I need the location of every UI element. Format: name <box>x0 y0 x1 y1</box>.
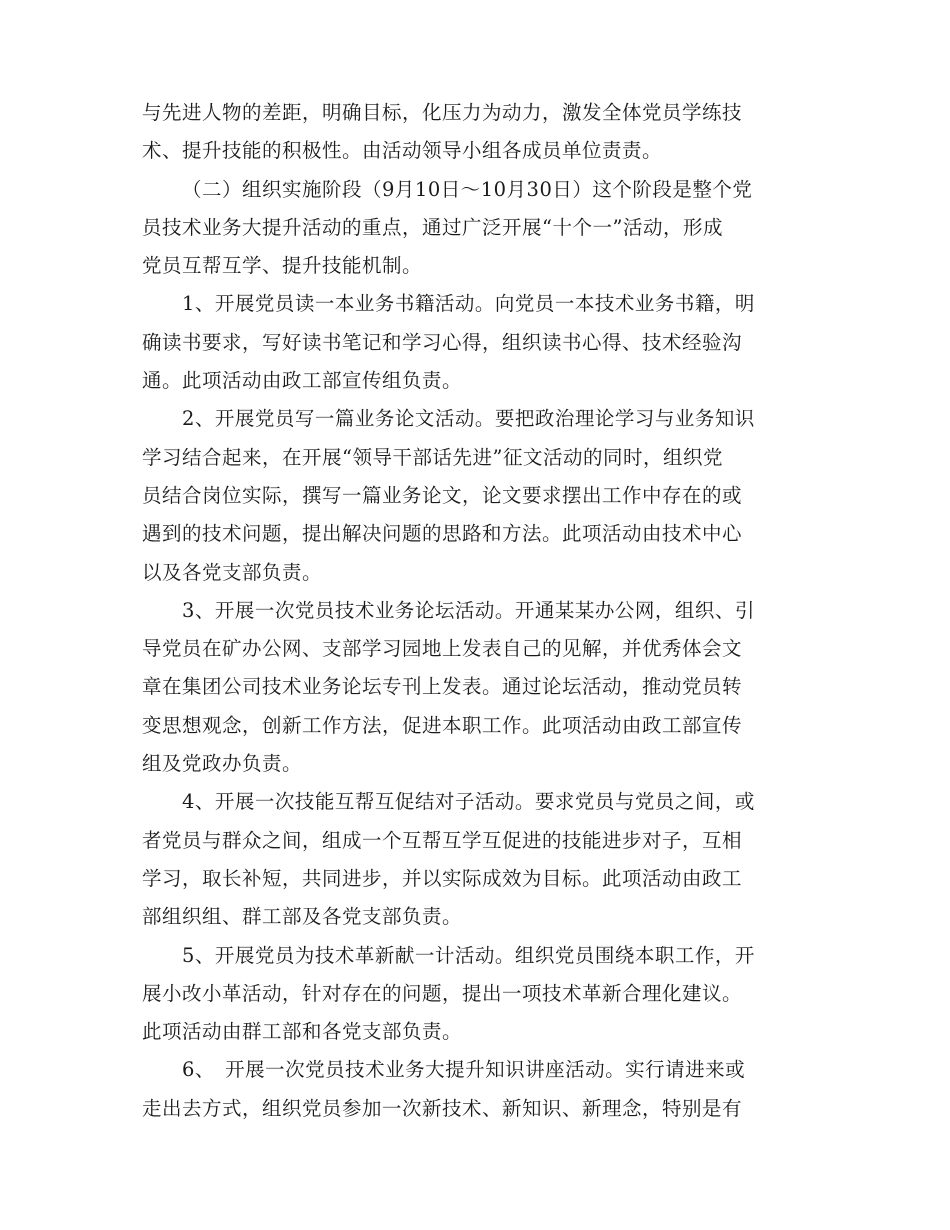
text-line: 通。此项活动由政工部宣传组负责。 <box>142 369 463 393</box>
text-line: 组及党政办负责。 <box>142 752 303 776</box>
document-body <box>142 94 810 1128</box>
text-line: 以及各党支部负责。 <box>142 560 323 584</box>
paragraph-first-line: 1、开展党员读一本业务书籍活动。向党员一本技术业务书籍，明 <box>182 292 755 316</box>
paragraph-first-line: 3、开展一次党员技术业务论坛活动。开通某某办公网，组织、引 <box>182 598 755 622</box>
text-line: 导党员在矿办公网、支部学习园地上发表自己的见解，并优秀体会文 <box>142 637 743 661</box>
text-line: 学习，取长补短，共同进步，并以实际成效为目标。此项活动由政工 <box>142 866 743 890</box>
text-line: 员结合岗位实际，撰写一篇业务论文，论文要求摆出工作中存在的或 <box>142 483 743 507</box>
text-line: 确读书要求，写好读书笔记和学习心得，组织读书心得、技术经验沟 <box>142 330 743 354</box>
text-line: 部组织组、群工部及各党支部负责。 <box>142 905 463 929</box>
paragraph-first-line: 6、 开展一次党员技术业务大提升知识讲座活动。实行请进来或 <box>182 1058 746 1082</box>
paragraph-first-line: 4、开展一次技能互帮互促结对子活动。要求党员与党员之间，或 <box>182 790 755 814</box>
paragraph-first-line: （二）组织实施阶段（9月10日～10月30日）这个阶段是整个党 <box>182 177 753 201</box>
text-line: 走出去方式，组织党员参加一次新技术、新知识、新理念，特别是有 <box>142 1096 743 1120</box>
text-line: 者党员与群众之间，组成一个互帮互学互促进的技能进步对子，互相 <box>142 828 743 852</box>
text-line: 员技术业务大提升活动的重点，通过广泛开展“十个一”活动，形成 <box>142 215 723 239</box>
text-line: 遇到的技术问题，提出解决问题的思路和方法。此项活动由技术中心 <box>142 522 743 546</box>
paragraph-first-line: 5、开展党员为技术革新献一计活动。组织党员围绕本职工作，开 <box>182 943 755 967</box>
text-line: 党员互帮互学、提升技能机制。 <box>142 254 423 278</box>
text-line: 此项活动由群工部和各党支部负责。 <box>142 1020 463 1044</box>
text-line: 与先进人物的差距，明确目标，化压力为动力，激发全体党员学练技 <box>142 101 743 124</box>
text-line: 学习结合起来，在开展“领导干部话先进”征文活动的同时，组织党 <box>142 445 723 469</box>
text-line: 章在集团公司技术业务论坛专刊上发表。通过论坛活动，推动党员转 <box>142 675 743 699</box>
text-line: 展小改小革活动，针对存在的问题，提出一项技术革新合理化建议。 <box>142 981 743 1005</box>
text-line: 变思想观念，创新工作方法，促进本职工作。此项活动由政工部宣传 <box>142 713 743 737</box>
paragraph-first-line: 2、开展党员写一篇业务论文活动。要把政治理论学习与业务知识 <box>182 407 755 431</box>
text-line: 术、提升技能的积极性。由活动领导小组各成员单位责责。 <box>142 139 663 163</box>
